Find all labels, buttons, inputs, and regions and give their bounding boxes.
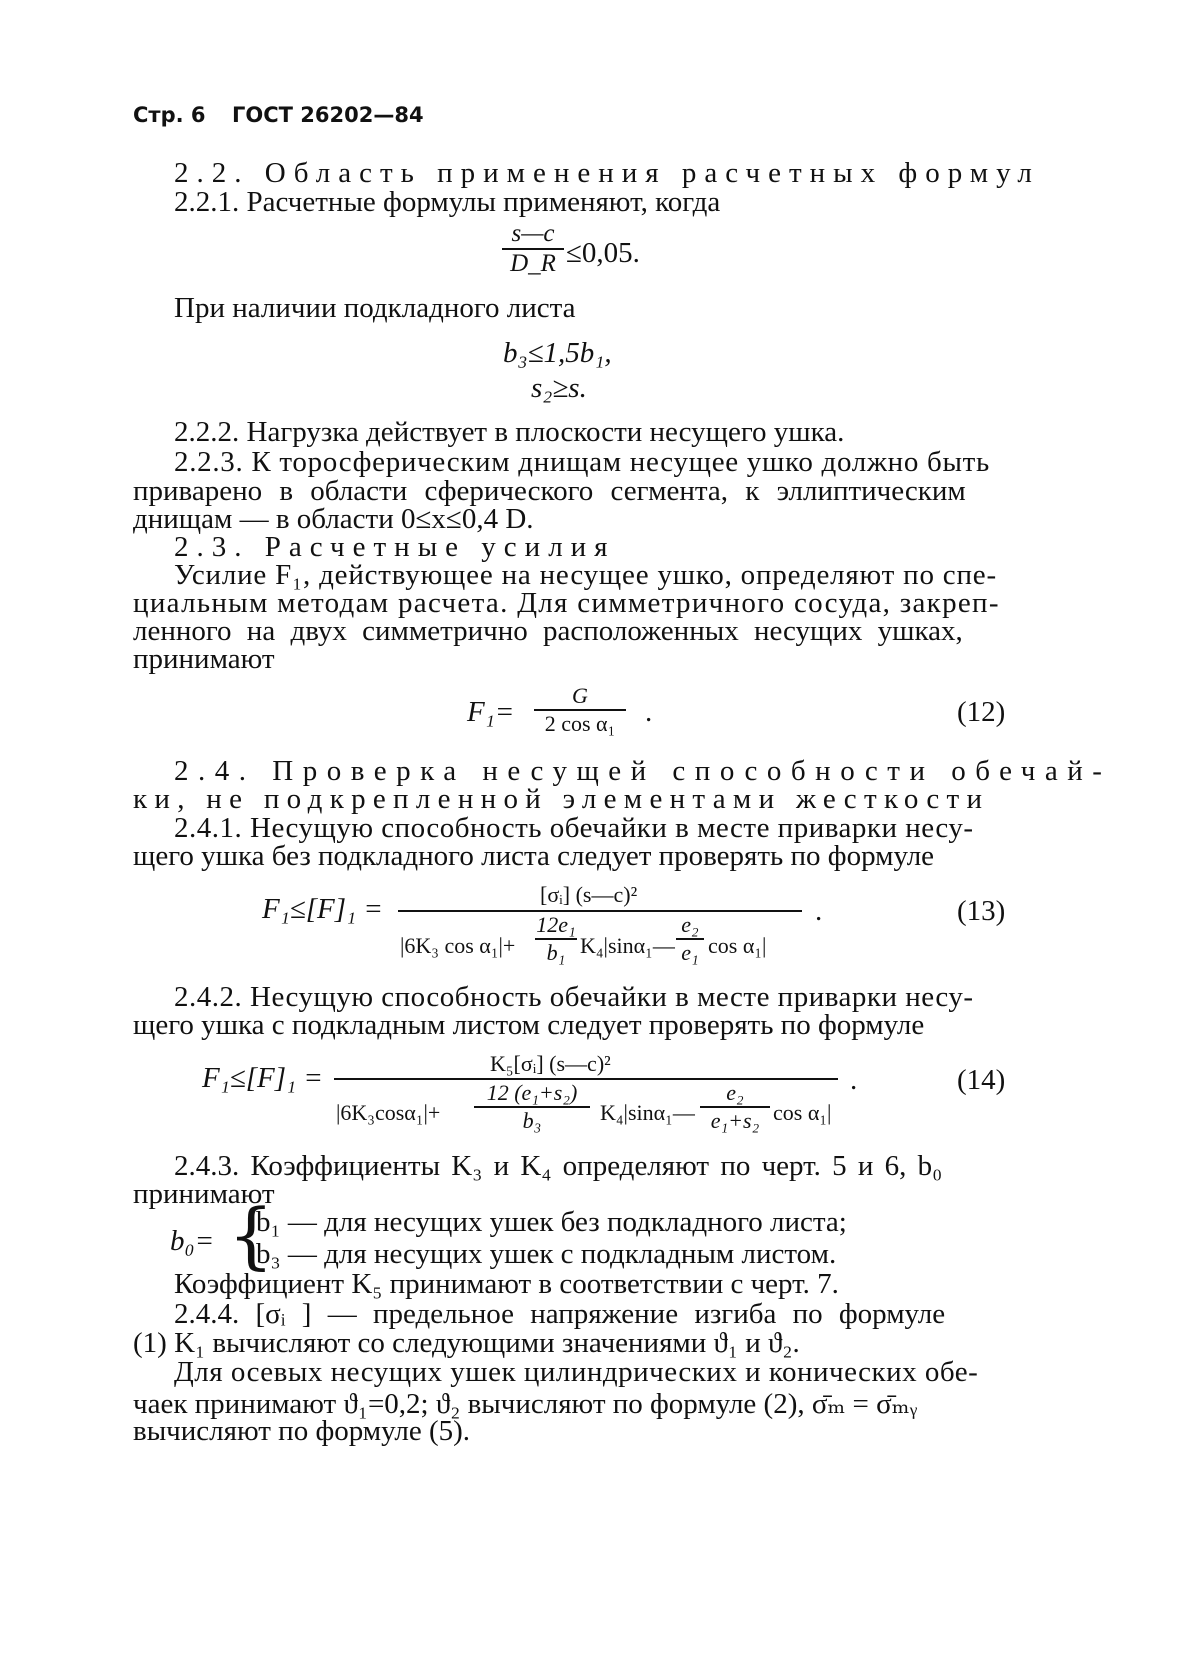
eq12-number: (12) (957, 696, 1006, 728)
eq12-numerator: G (572, 683, 588, 708)
eq12-lhs: F₁= (467, 696, 515, 728)
condition-s2: s₂≥s. (531, 372, 587, 404)
b0-lhs: b₀= (170, 1225, 215, 1257)
eq13-denominator-part3: cos α₁| (708, 933, 767, 958)
paragraph-2-4-3-line1: 2.4.3. Коэффициенты K₃ и K₄ определяют по черт. 5 и 6, b₀ (174, 1150, 943, 1182)
formula-ratio-denominator: D_R (510, 250, 556, 277)
eq12-fraction (534, 683, 626, 737)
eq14-period: . (850, 1064, 858, 1096)
paragraph-k5: Коэффициент K₅ принимают в соответствии с черт. 7. (174, 1268, 839, 1300)
paragraph-2-3-line3: ленного на двух симметрично расположенных несущих ушках, (133, 615, 963, 647)
eq13-fraction-bar (398, 910, 802, 912)
paragraph-axial-line2: чаек принимают ϑ₁=0,2; ϑ₂ вычисляют по формуле (2), σ̄ₘ = σ̄ₘᵧ (133, 1388, 918, 1420)
eq13-inner-fraction-2 (676, 912, 704, 966)
eq13-number: (13) (957, 895, 1006, 927)
eq13-lhs: F₁≤[F]₁ = (262, 893, 383, 925)
paragraph-axial-line1: Для осевых несущих ушек цилиндрических и конических обе- (174, 1356, 979, 1388)
eq14-inner-fraction-2 (700, 1080, 770, 1134)
eq12-denominator: 2 cos α₁ (544, 711, 616, 736)
paragraph-2-3-line1: Усилие F₁, действующее на несущее ушко, определяют по спе- (174, 559, 997, 591)
paragraph-2-4-2-line1: 2.4.2. Несущую способность обечайки в месте приварки несу- (174, 981, 974, 1013)
eq14-denominator-part1: |6K₃cosα₁|+ (336, 1100, 441, 1125)
eq14-denominator-part2: K₄|sinα₁— (600, 1100, 695, 1125)
eq14-number: (14) (957, 1064, 1006, 1096)
eq14-numerator: K₅[σᵢ] (s—c)² (490, 1051, 611, 1076)
paragraph-2-4-4-line1: 2.4.4. [σᵢ ] — предельное напряжение изгиба по формуле (174, 1298, 946, 1330)
eq13-inner-fraction-1 (535, 912, 577, 966)
paragraph-2-3-line2: циальным методам расчета. Для симметричного сосуда, закреп- (133, 587, 1000, 619)
eq14-inner-fraction-1 (474, 1080, 590, 1134)
formula-ratio-limit: ≤0,05. (566, 237, 640, 269)
eq14-lhs: F₁≤[F]₁ = (202, 1062, 323, 1094)
formula-ratio (502, 220, 564, 278)
paragraph-2-2-1: 2.2.1. Расчетные формулы применяют, когда (174, 186, 721, 218)
section-title-2-2: 2.2. Область применения расчетных формул (174, 157, 1040, 189)
paragraph-2-4-3-line2: принимают (133, 1178, 275, 1210)
eq12-period: . (645, 696, 653, 728)
b0-case-with-lining: b₃ — для несущих ушек с подкладным листом. (256, 1238, 837, 1270)
eq13-inner-numerator-1: 12e₁ (536, 912, 576, 937)
formula-ratio-numerator: s—c (511, 220, 555, 247)
standard-code: ГОСТ 26202—84 (232, 103, 424, 127)
eq13-denominator-part1: |6K₃ cos α₁|+ (400, 933, 516, 958)
paragraph-2-4-1-line2: щего ушка без подкладного листа следует проверять по формуле (133, 840, 935, 872)
eq13-period: . (815, 895, 823, 927)
paragraph-2-2-2: 2.2.2. Нагрузка действует в плоскости несущего ушка. (174, 416, 845, 448)
paragraph-2-4-1-line1: 2.4.1. Несущую способность обечайки в месте приварки несу- (174, 812, 974, 844)
eq13-numerator: [σᵢ] (s—c)² (540, 882, 638, 907)
eq13-inner-numerator-2: e₂ (681, 912, 699, 937)
section-title-2-4-line1: 2.4. Проверка несущей способности обечай- (174, 755, 1112, 787)
b0-case-without-lining: b₁ — для несущих ушек без подкладного листа; (256, 1206, 847, 1238)
paragraph-2-2-3-line2: приварено в области сферического сегмента, к эллиптическим (133, 475, 966, 507)
paragraph-axial-line3: вычисляют по формуле (5). (133, 1415, 471, 1447)
page-number: Стр. 6 (133, 103, 206, 127)
eq13-inner-denominator-2: e₁ (681, 940, 699, 965)
eq13-denominator-part2: K₄|sinα₁— (580, 933, 675, 958)
paragraph-2-2-3-line3: днищам — в области 0≤x≤0,4 D. (133, 503, 534, 535)
paragraph-2-3-line4: принимают (133, 643, 275, 675)
paragraph-2-4-2-line2: щего ушка с подкладным листом следует проверять по формуле (133, 1009, 925, 1041)
paragraph-2-2-3-line1: 2.2.3. К торосферическим днищам несущее ушко должно быть (174, 446, 990, 478)
condition-b3: b₃≤1,5b₁, (503, 337, 612, 369)
eq14-inner-numerator-2: e₂ (726, 1080, 744, 1105)
section-title-2-3: 2.3. Расчетные усилия (174, 531, 616, 563)
eq14-inner-denominator-2: e₁+s₂ (710, 1108, 760, 1133)
section-title-2-4-line2: ки, не подкрепленной элементами жесткости (133, 783, 990, 815)
lining-condition-intro: При наличии подкладного листа (174, 292, 576, 324)
left-brace: { (228, 1193, 274, 1277)
eq14-inner-numerator-1: 12 (e₁+s₂) (486, 1080, 578, 1105)
paragraph-2-4-4-line2: (1) K₁ вычисляют со следующими значениями ϑ₁ и ϑ₂. (133, 1327, 800, 1359)
eq14-denominator-part3: cos α₁| (773, 1100, 832, 1125)
eq13-inner-denominator-1: b₁ (546, 940, 566, 965)
eq14-inner-denominator-1: b₃ (522, 1108, 542, 1133)
